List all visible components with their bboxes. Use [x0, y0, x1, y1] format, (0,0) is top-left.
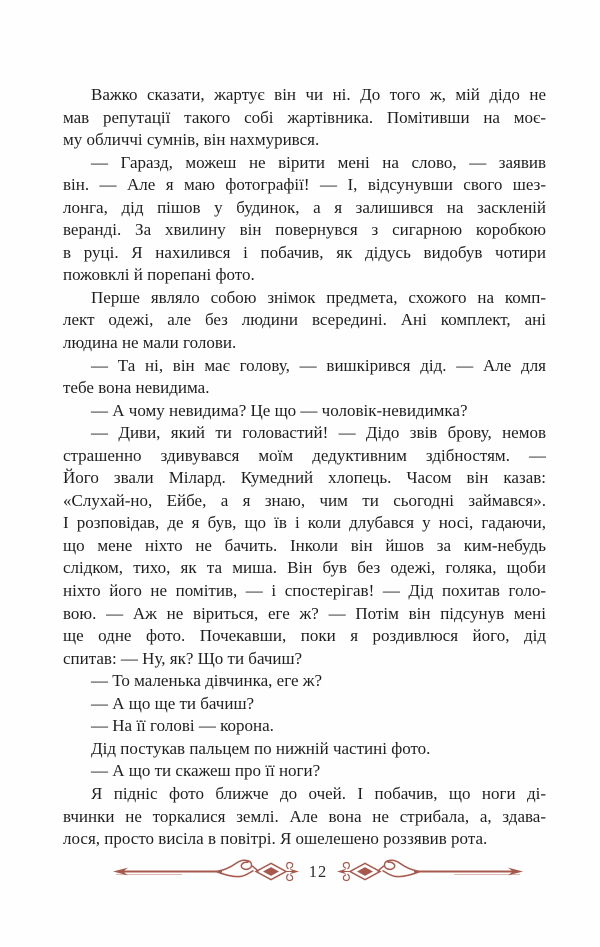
text-line: Перше являло собою знімок предмета, схожого на комп- [91, 287, 546, 307]
text-line: людина не мали голови. [63, 333, 237, 353]
text-line: «Слухай-но, Ейбе, а я знаю, чим ти сьогодні займався». [63, 490, 546, 510]
text-line: Важко сказати, жартує він чи ні. До того ж, мій дідо не [91, 85, 546, 104]
text-line: спитав: — Ну, як? Що ти бачиш? [63, 648, 303, 668]
paragraph [63, 84, 546, 152]
text-line: пожовклі й порепані фото. [63, 265, 255, 285]
text-line: І розповідав, де я був, що їв і коли длубався у носі, гадаючи, [63, 513, 546, 533]
text-line: Його звали Мілард. Кумедний хлопець. Часом він казав: [63, 468, 546, 488]
page-footer [0, 855, 600, 891]
text-line: лект одежі, але без людини всередині. Ані комплект, ані [63, 310, 546, 330]
text-line: слідком, тихо, як та миша. Він був без одежі, голяка, щоби [63, 558, 546, 578]
text-line: тебе вона невидима. [63, 378, 210, 398]
text-line: він. — Але я маю фотографії! — І, відсунувши свого шез- [63, 175, 546, 195]
text-line: — А чому невидима? Це що — чоловік-невидимка? [91, 400, 468, 420]
paragraph [63, 783, 546, 851]
text-line: — Диви, який ти головастий! — Дідо звів брову, немов [91, 423, 546, 443]
page-number: 12 [308, 862, 328, 881]
text-line: — А що ти скажеш про її ноги? [91, 761, 321, 781]
paragraph [63, 670, 546, 693]
paragraph [63, 355, 546, 400]
text-line: мав репутації такого собі жартівника. Помітивши на моє- [63, 107, 546, 127]
text-line: лонга, дід пішов у будинок, а я залишився на заскленій [63, 197, 546, 217]
footer-flourish-left-icon [110, 857, 300, 887]
paragraph [63, 715, 546, 738]
paragraph [63, 738, 546, 761]
text-line: вою. — Аж не віриться, еге ж? — Потім він підсунув мені [63, 603, 546, 623]
text-line: ніхто його не помітив, — і спостерігав! — Дід похитав голо- [63, 581, 546, 601]
paragraph [63, 152, 546, 287]
text-line: — На її голові — корона. [91, 716, 274, 736]
paragraph [63, 400, 546, 423]
text-line: му обличчі сумнів, він нахмурився. [63, 130, 320, 150]
text-line: — То маленька дівчинка, еге ж? [91, 671, 323, 691]
footer-flourish-right-icon [336, 857, 526, 887]
text-line: Я підніс фото ближче до очей. І побачив, що ноги ді- [91, 783, 546, 803]
text-line: вчинки не торкалися землі. Але вона не стрибала, а, здава- [63, 806, 546, 826]
text-line: — А що ще ти бачиш? [91, 693, 255, 713]
paragraph [63, 693, 546, 716]
text-line: — Гаразд, можеш не вірити мені на слово, — заявив [91, 152, 546, 172]
text-line: — Та ні, він має голову, — вишкірився дід. — Але для [91, 355, 546, 375]
text-line: ще одне фото. Почекавши, поки я роздивлюся його, дід [63, 626, 546, 646]
paragraph [63, 760, 546, 783]
text-line: лося, просто висіла в повітрі. Я ошелешено роззявив рота. [63, 829, 488, 849]
paragraph [63, 287, 546, 355]
body-text-block [63, 84, 546, 851]
text-line: веранді. За хвилину він повернувся з сигарною коробкою [63, 220, 546, 240]
text-line: що мене ніхто не бачить. Інколи він йшов за ким-небудь [63, 535, 546, 555]
text-line: страшенно здивувався моїм дедуктивним здібностям. — [63, 445, 546, 465]
text-line: в руці. Я нахилився і побачив, як дідусь видобув чотири [63, 242, 546, 262]
text-line: Дід постукав пальцем по нижній частині фото. [91, 738, 431, 758]
paragraph [63, 422, 546, 670]
